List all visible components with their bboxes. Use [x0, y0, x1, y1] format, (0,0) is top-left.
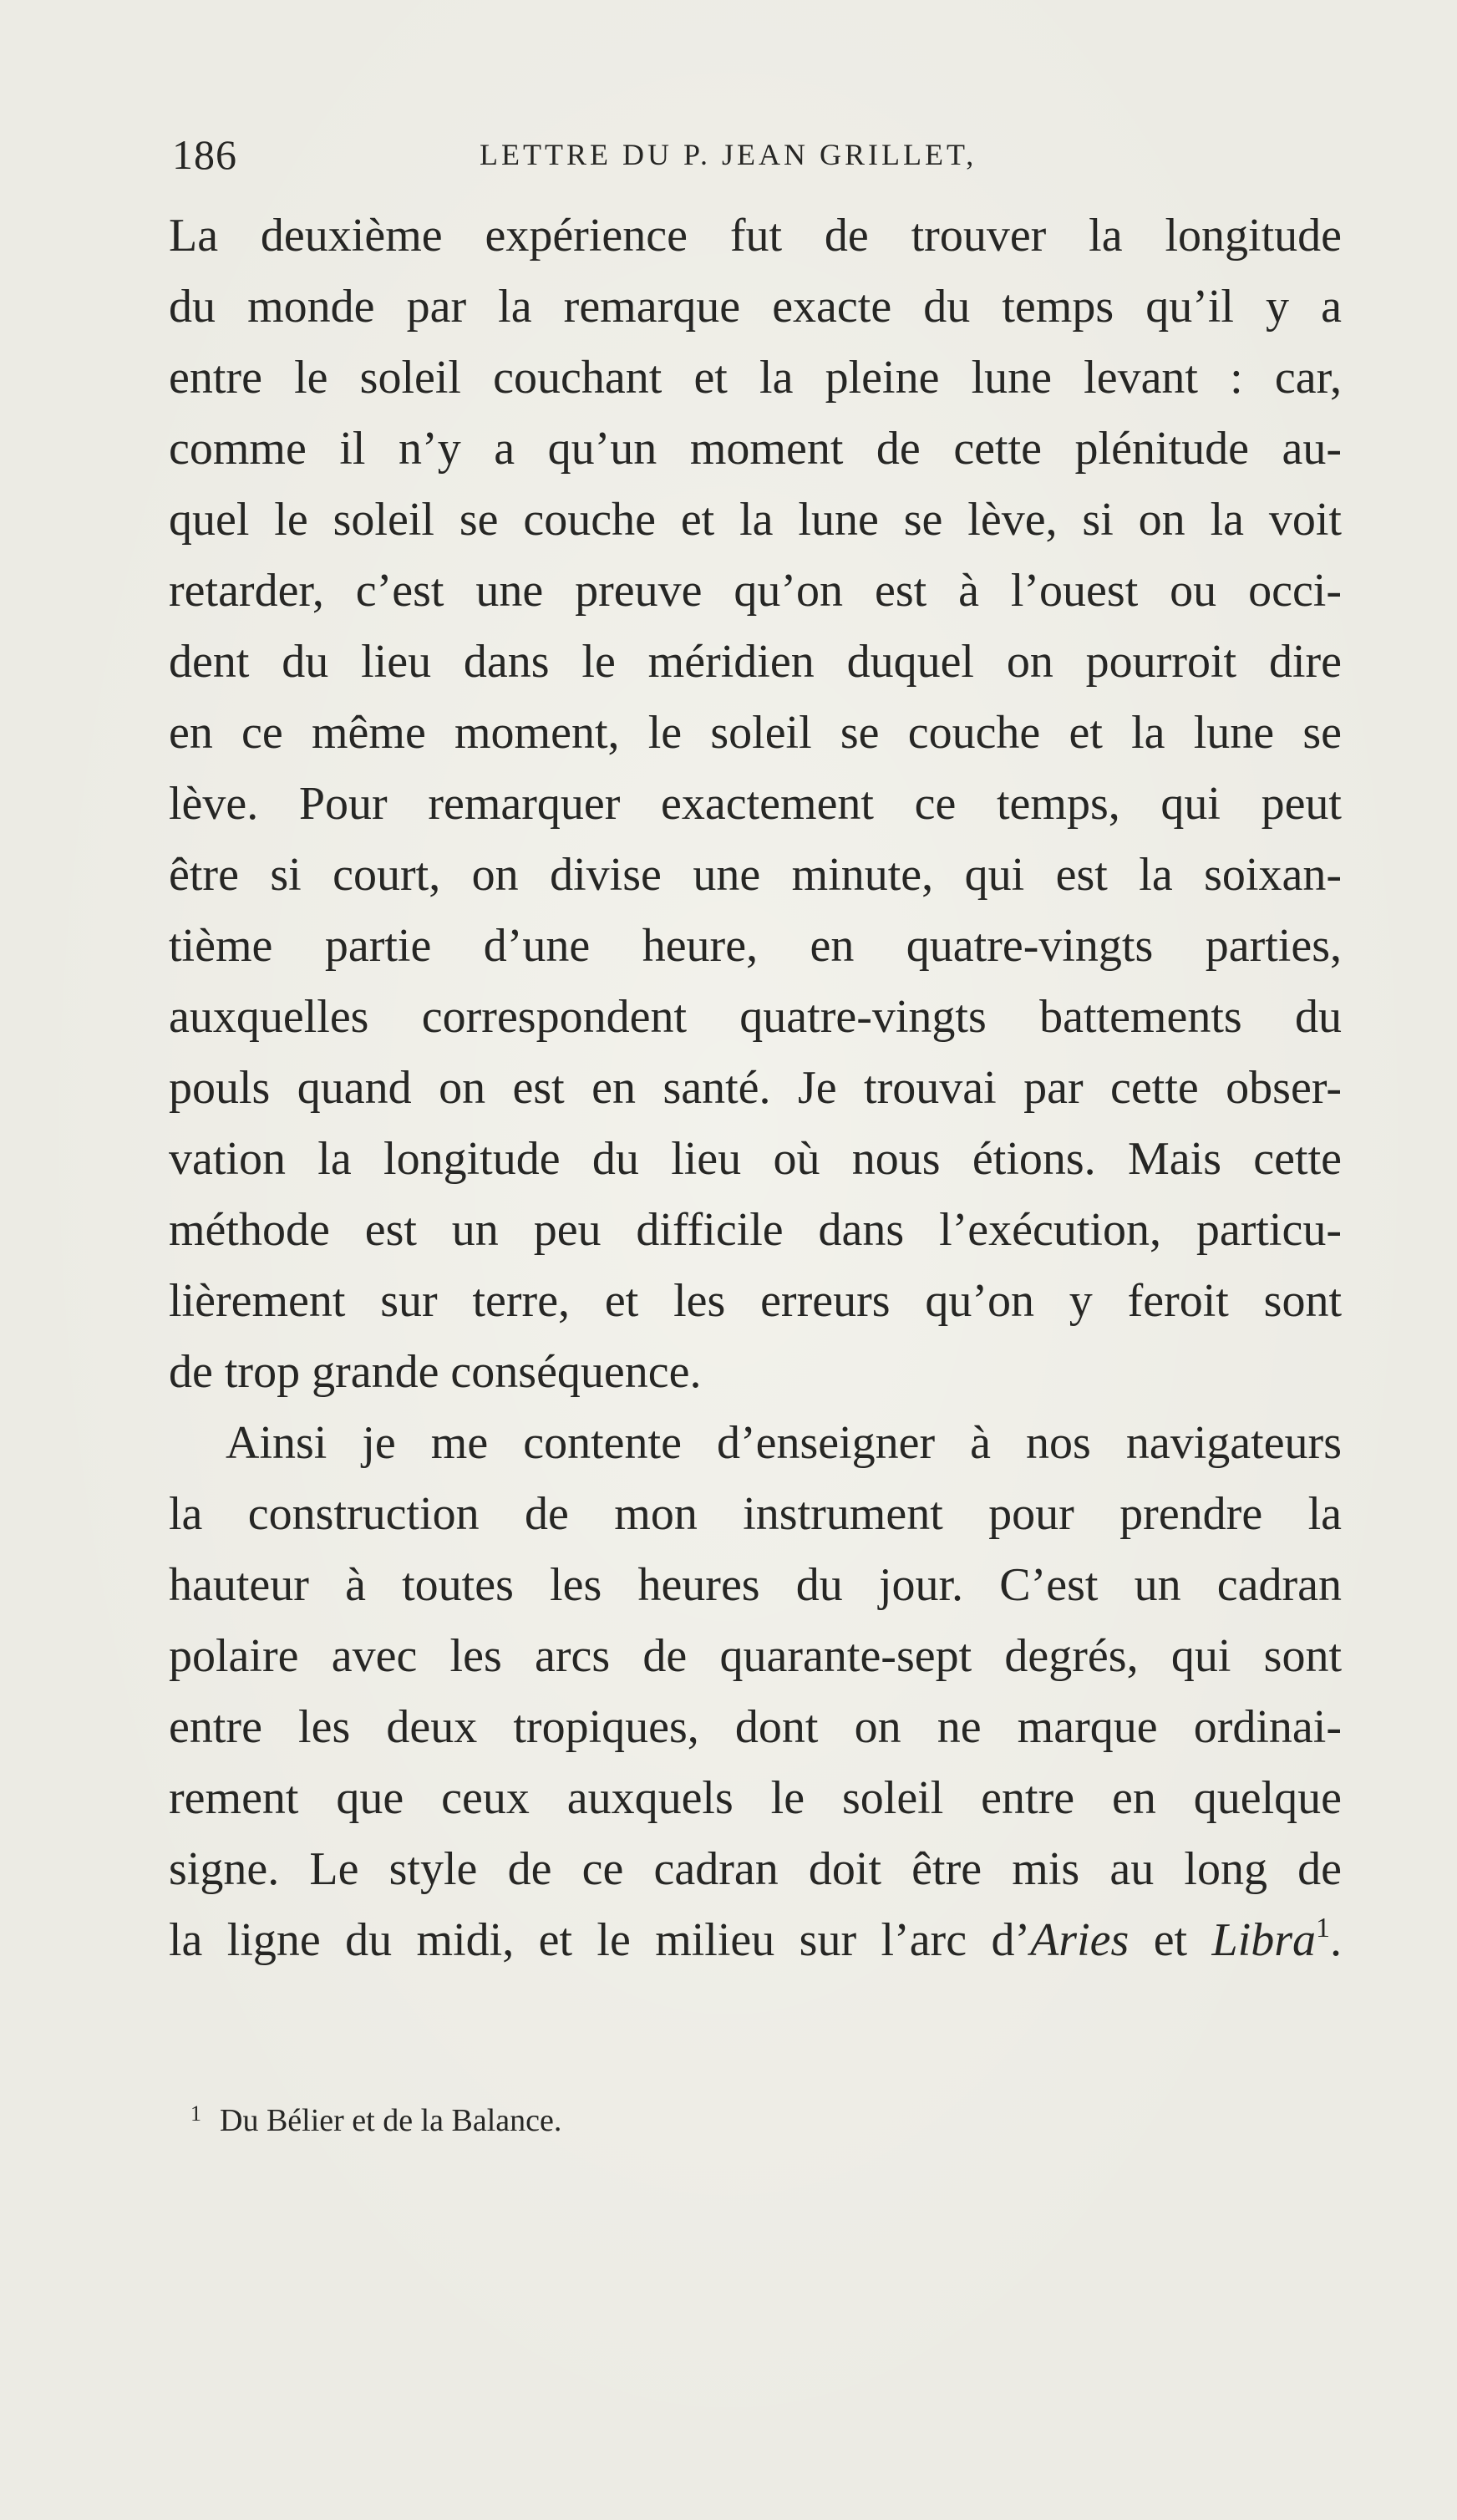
footnote: [190, 2089, 561, 2146]
text-line: auxquelles correspondent quatre-vingts battements du: [169, 991, 1342, 1043]
footnote-reference[interactable]: 1: [1316, 1913, 1330, 1943]
paragraph-start-line: Ainsi je me contente d’enseigner à nos navigateurs: [226, 1417, 1342, 1469]
italic-libra: Libra: [1211, 1914, 1316, 1966]
text-line: polaire avec les arcs de quarante-sept degrés, qui sont: [169, 1630, 1342, 1682]
text-line: du monde par la remarque exacte du temps qu’il y a: [169, 281, 1342, 333]
paragraph-end-line: [169, 1905, 1342, 1976]
line-suffix: .: [1330, 1914, 1342, 1966]
text-line: dent du lieu dans le méridien duquel on pourroit dire: [169, 636, 1342, 688]
text-line: en ce même moment, le soleil se couche et la lune se: [169, 707, 1342, 759]
text-line: lève. Pour remarquer exactement ce temps, qui peut: [169, 778, 1342, 830]
text-line: La deuxième expérience fut de trouver la longitude: [169, 210, 1342, 262]
italic-aries: Aries: [1030, 1914, 1130, 1966]
body-text: [169, 201, 1342, 1976]
text-line: entre les deux tropiques, dont on ne marque ordinai-: [169, 1701, 1342, 1753]
running-title: LETTRE DU P. JEAN GRILLET,: [480, 138, 977, 171]
line-prefix: la ligne du midi, et le milieu sur l’arc d’: [169, 1914, 1031, 1966]
text-line: comme il n’y a qu’un moment de cette plénitude au-: [169, 423, 1342, 475]
text-line: retarder, c’est une preuve qu’on est à l’ouest ou occi-: [169, 565, 1342, 617]
footnote-marker: 1: [190, 2101, 201, 2126]
text-line: lièrement sur terre, et les erreurs qu’on y feroit sont: [169, 1275, 1342, 1327]
text-line: être si court, on divise une minute, qui est la soixan-: [169, 849, 1342, 901]
text-line: pouls quand on est en santé. Je trouvai par cette obser-: [169, 1062, 1342, 1114]
text-line: vation la longitude du lieu où nous étions. Mais cette: [169, 1133, 1342, 1185]
text-line: rement que ceux auxquels le soleil entre en quelque: [169, 1772, 1342, 1824]
paragraph-end-line: de trop grande conséquence.: [169, 1346, 702, 1398]
text-line: entre le soleil couchant et la pleine lune levant : car,: [169, 352, 1342, 404]
text-line: quel le soleil se couche et la lune se lève, si on la voit: [169, 494, 1342, 546]
text-line: tième partie d’une heure, en quatre-vingts parties,: [169, 920, 1342, 972]
text-line: la construction de mon instrument pour prendre la: [169, 1488, 1342, 1540]
line-middle: et: [1129, 1914, 1212, 1966]
text-line: signe. Le style de ce cadran doit être mis au long de: [169, 1843, 1342, 1895]
running-head: [172, 125, 1342, 184]
text-line: méthode est un peu difficile dans l’exécution, particu-: [169, 1204, 1342, 1256]
text-line: hauteur à toutes les heures du jour. C’est un cadran: [169, 1559, 1342, 1611]
footnote-text: Du Bélier et de la Balance.: [220, 2103, 562, 2138]
page-number: 186: [172, 131, 237, 178]
